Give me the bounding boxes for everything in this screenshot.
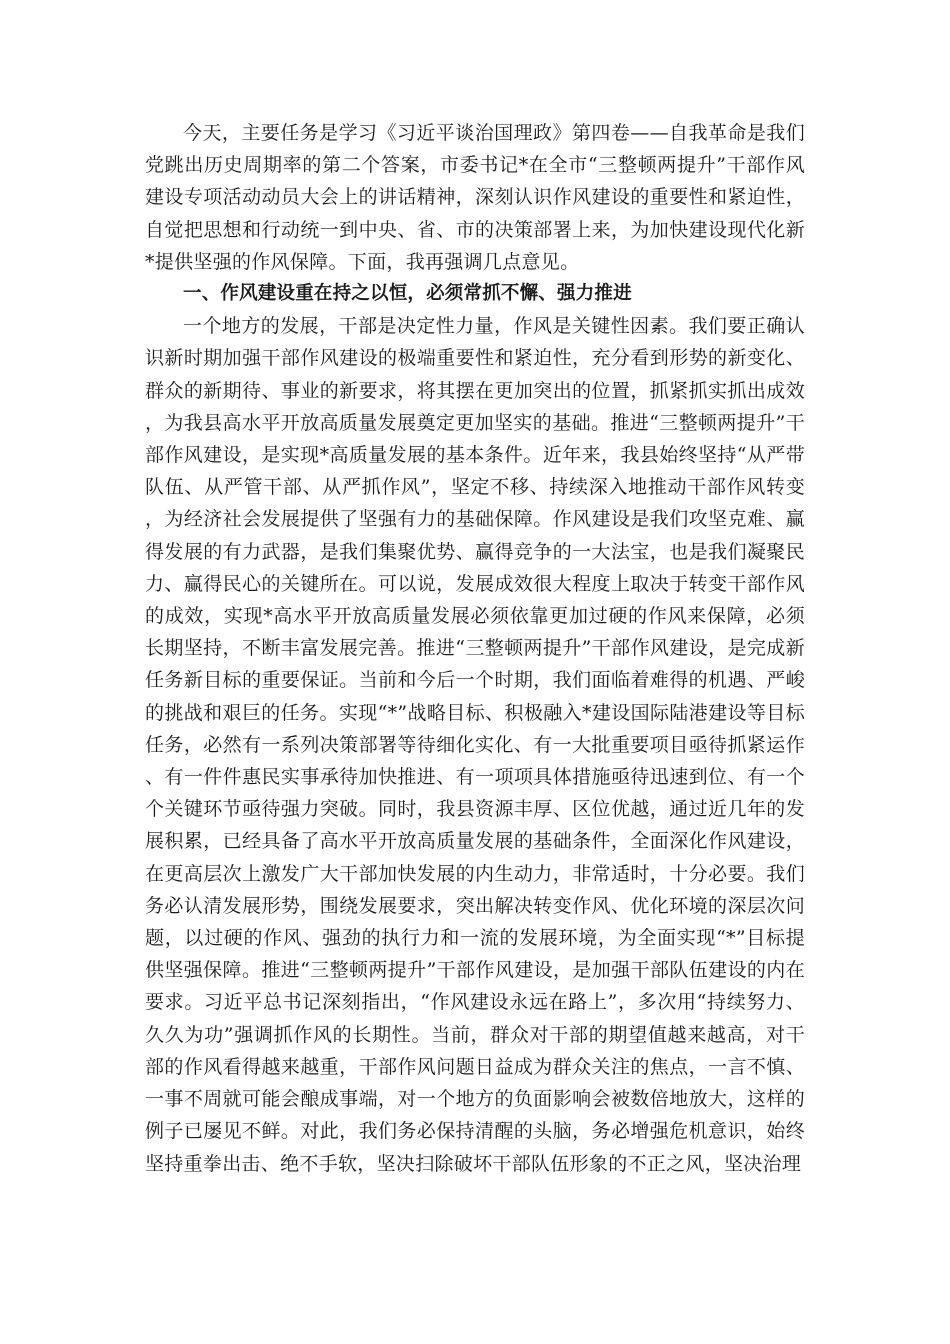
body-paragraph-1: 一个地方的发展，干部是决定性力量，作风是关键性因素。我们要正确认识新时期加强干部作风建设的极端重要性和紧迫性，充分看到形势的新变化、群众的新期待、事业的新要求，将其摆在更加突出的位置，抓紧抓实抓出成效，为我县高水平开放高质量发展奠定更加坚实的基础。推进“三整顿两提升”干部作风建设，是实现*高质量发展的基本条件。近年来，我县始终坚持“从严带队伍、从严管干部、从严抓作风”，坚定不移、持续深入地推动干部作风转变，为经济社会发展提供了坚强有力的基础保障。作风建设是我们攻坚克难、赢得发展的有力武器，是我们集聚优势、赢得竞争的一大法宝，也是我们凝聚民力、赢得民心的关键所在。可以说，发展成效很大程度上取决于转变干部作风的成效，实现*高水平开放高质量发展必须依靠更加过硬的作风来保障，必须长期坚持，不断丰富发展完善。推进“三整顿两提升”干部作风建设，是完成新任务新目标的重要保证。当前和今后一个时期，我们面临着难得的机遇、严峻的挑战和艰巨的任务。实现“*”战略目标、积极融入*建设国际陆港建设等目标任务，必然有一系列决策部署等待细化实化、有一大批重要项目亟待抓紧运作、有一件件惠民实事承待加快推进、有一项项具体措施亟待迅速到位、有一个个关键环节亟待强力突破。同时，我县资源丰厚、区位优越，通过近几年的发展积累，已经具备了高水平开放高质量发展的基础条件，全面深化作风建设，在更高层次上激发广大干部加快发展的内生动力，非常适时，十分必要。我们务必认清发展形势，围绕发展要求，突出解决转变作风、优化环境的深层次问题，以过硬的作风、强劲的执行力和一流的发展环境，为全面实现“*”目标提供坚强保障。推进“三整顿两提升”干部作风建设，是加强干部队伍建设的内在要求。习近平总书记深刻指出，“作风建设永远在路上”，多次用“持续努力、久久为功”强调抓作风的长期性。当前，群众对干部的期望值越来越高，对干部的作风看得越来越重，干部作风问题日益成为群众关注的焦点，一言不慎、一事不周就可能会酿成事端，对一个地方的负面影响会被数倍地放大，这样的例子已屡见不鲜。对此，我们务必保持清醒的头脑，务必增强危机意识，始终坚持重拳出击、绝不手软，坚决扫除破坏干部队伍形象的不正之风，坚决治理 bbox=[145, 315, 805, 1175]
intro-paragraph: 今天，主要任务是学习《习近平谈治国理政》第四卷——自我革命是我们党跳出历史周期率的第二个答案，市委书记*在全市“三整顿两提升”干部作风建设专项活动动员大会上的讲话精神，深刻认识作风建设的重要性和紧迫性，自觉把思想和行动统一到中央、省、市的决策部署上来，为加快建设现代化新*提供坚强的作风保障。下面，我再强调几点意见。 bbox=[145, 122, 805, 273]
section-heading-1: 一、作风建设重在持之以恒，必须常抓不懈、强力推进 bbox=[183, 283, 632, 305]
document-body bbox=[145, 117, 805, 1180]
